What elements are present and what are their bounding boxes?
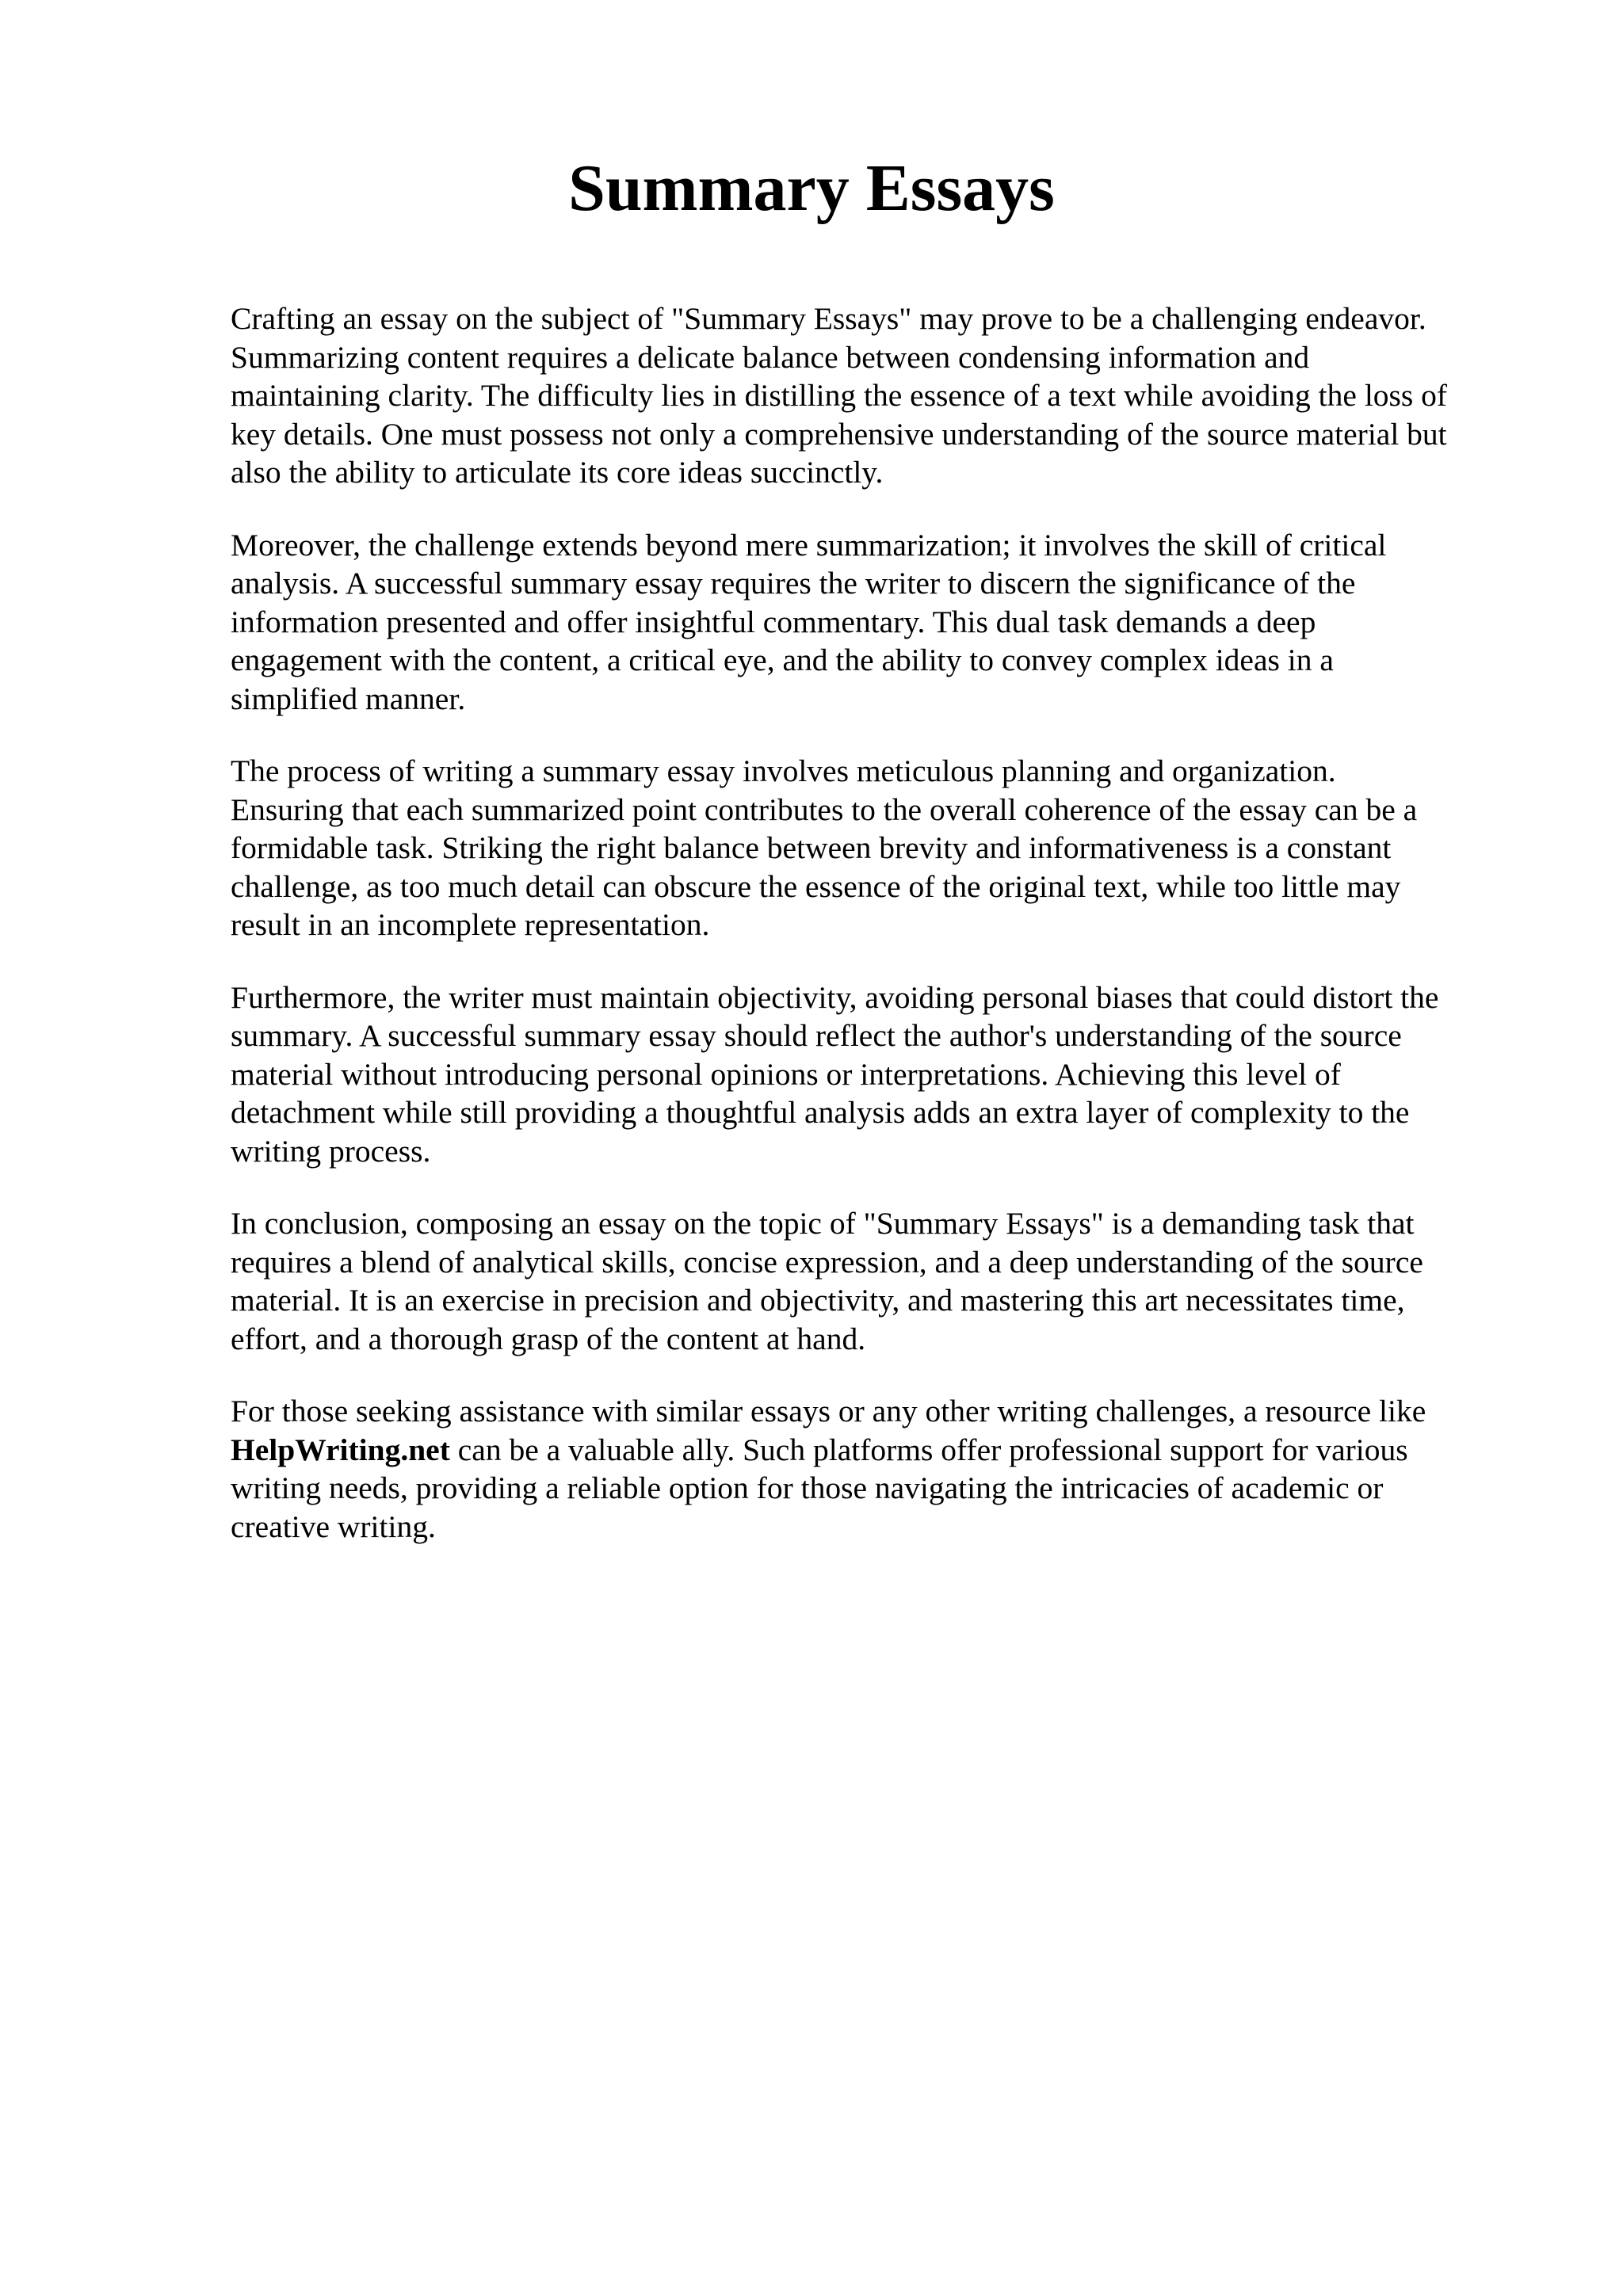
page-title: Summary Essays (568, 151, 1055, 225)
text-line: detachment while still providing a thoughtful analysis adds an extra layer of complexity to the (231, 1095, 1410, 1130)
text-line: requires a blend of analytical skills, concise expression, and a deep understanding of the source (231, 1244, 1423, 1280)
text-line: result in an incomplete representation. (231, 907, 710, 942)
text-line: creative writing. (231, 1508, 436, 1544)
text-line: For those seeking assistance with similar essays or any other writing challenges, a resource like (231, 1394, 1426, 1428)
text-line: key details. One must possess not only a comprehensive understanding of the source material but (231, 416, 1447, 452)
text-line: simplified manner. (231, 681, 466, 716)
text-line: material without introducing personal opinions or interpretations. Achieving this level of (231, 1056, 1341, 1092)
text-line: effort, and a thorough grasp of the content at hand. (231, 1321, 866, 1356)
text-line: The process of writing a summary essay involves meticulous planning and organization. (231, 753, 1336, 788)
paragraph-3 (231, 752, 1514, 944)
paragraph-2 (231, 526, 1514, 719)
text-line: analysis. A successful summary essay requires the writer to discern the significance of the (231, 566, 1356, 601)
paragraph-closing (231, 1392, 1514, 1546)
text-line: formidable task. Striking the right balance between brevity and informativeness is a constant (231, 830, 1392, 865)
essay-body (231, 299, 1514, 1580)
text-fragment: can be a valuable ally. Such platforms offer professional support for various (449, 1432, 1408, 1467)
text-line: summary. A successful summary essay should reflect the author's understanding of the source (231, 1018, 1402, 1053)
text-line: material. It is an exercise in precision and objectivity, and mastering this art necessitates time, (231, 1283, 1405, 1318)
text-line: maintaining clarity. The difficulty lies in distilling the essence of a text while avoiding the loss of (231, 378, 1448, 413)
text-line-with-brand (231, 1431, 1514, 1470)
text-line: Crafting an essay on the subject of "Summary Essays" may prove to be a challenging endeavor. (231, 301, 1426, 336)
brand-name: HelpWriting.net (231, 1432, 450, 1467)
text-line: engagement with the content, a critical eye, and the ability to convey complex ideas in a (231, 643, 1334, 677)
text-line: Moreover, the challenge extends beyond mere summarization; it involves the skill of critical (231, 527, 1387, 563)
paragraph-5 (231, 1204, 1514, 1358)
paragraph-1 (231, 299, 1514, 492)
text-line: Ensuring that each summarized point contributes to the overall coherence of the essay can be a (231, 791, 1418, 827)
text-line: In conclusion, composing an essay on the topic of "Summary Essays" is a demanding task that (231, 1206, 1415, 1241)
text-line: challenge, as too much detail can obscure the essence of the original text, while too little may (231, 868, 1401, 904)
text-line: writing needs, providing a reliable option for those navigating the intricacies of academic or (231, 1470, 1384, 1505)
text-line: writing process. (231, 1133, 431, 1169)
text-line: Furthermore, the writer must maintain objectivity, avoiding personal biases that could distort the (231, 979, 1439, 1015)
text-line: information presented and offer insightful commentary. This dual task demands a deep (231, 604, 1316, 639)
text-line: Summarizing content requires a delicate balance between condensing information and (231, 339, 1310, 375)
paragraph-4 (231, 978, 1514, 1171)
text-line: also the ability to articulate its core ideas succinctly. (231, 455, 884, 490)
